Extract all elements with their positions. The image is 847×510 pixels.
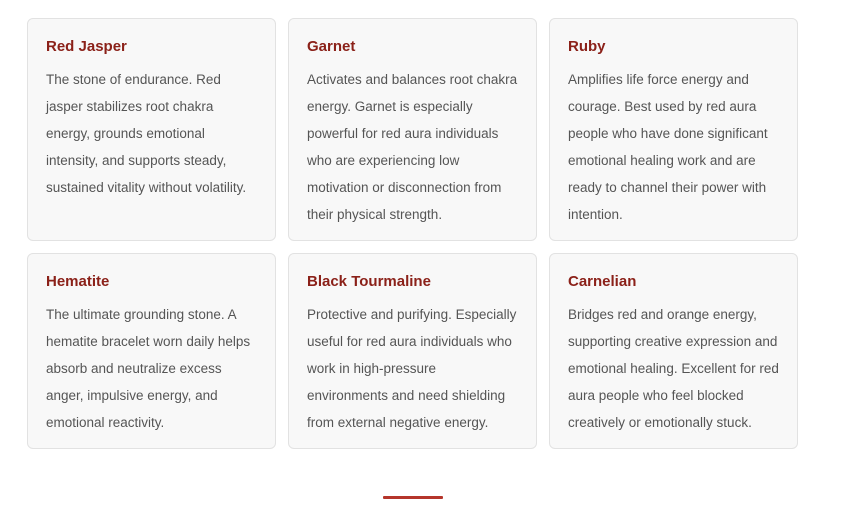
stone-card-title: Red Jasper (46, 38, 127, 55)
stone-card-description: Protective and purifying. Especially useful for red aura individuals who work in high-pressure environments and need shielding from external negative energy. (307, 307, 517, 430)
stone-card-red-jasper (27, 18, 276, 241)
stone-card-title: Hematite (46, 273, 110, 290)
stone-card-garnet (288, 18, 537, 241)
stone-card-description: The ultimate grounding stone. A hematite bracelet worn daily helps absorb and neutralize excess anger, impulsive energy, and emotional reactivity. (46, 307, 251, 430)
stone-cards-grid (27, 18, 798, 449)
stone-card-ruby (549, 18, 798, 241)
stone-card-carnelian (549, 253, 798, 449)
stone-card-title: Black Tourmaline (307, 273, 431, 290)
section-divider (383, 496, 443, 499)
stone-card-description: Activates and balances root chakra energy. Garnet is especially powerful for red aura individuals who are experiencing low motivation or disconnection from their physical strength. (307, 72, 518, 222)
stone-card-description: The stone of endurance. Red jasper stabilizes root chakra energy, grounds emotional intensity, and supports steady, sustained vitality without volatility. (46, 72, 247, 195)
stone-card-title: Carnelian (568, 273, 637, 290)
stone-card-description: Amplifies life force energy and courage. Best used by red aura people who have done significant emotional healing work and are ready to channel their power with intention. (568, 72, 768, 222)
stone-card-title: Ruby (568, 38, 606, 55)
stone-card-black-tourmaline (288, 253, 537, 449)
stone-card-title: Garnet (307, 38, 356, 55)
stone-card-hematite (27, 253, 276, 449)
stone-card-description: Bridges red and orange energy, supporting creative expression and emotional healing. Excellent for red aura people who feel blocked creatively or emotionally stuck. (568, 307, 779, 430)
